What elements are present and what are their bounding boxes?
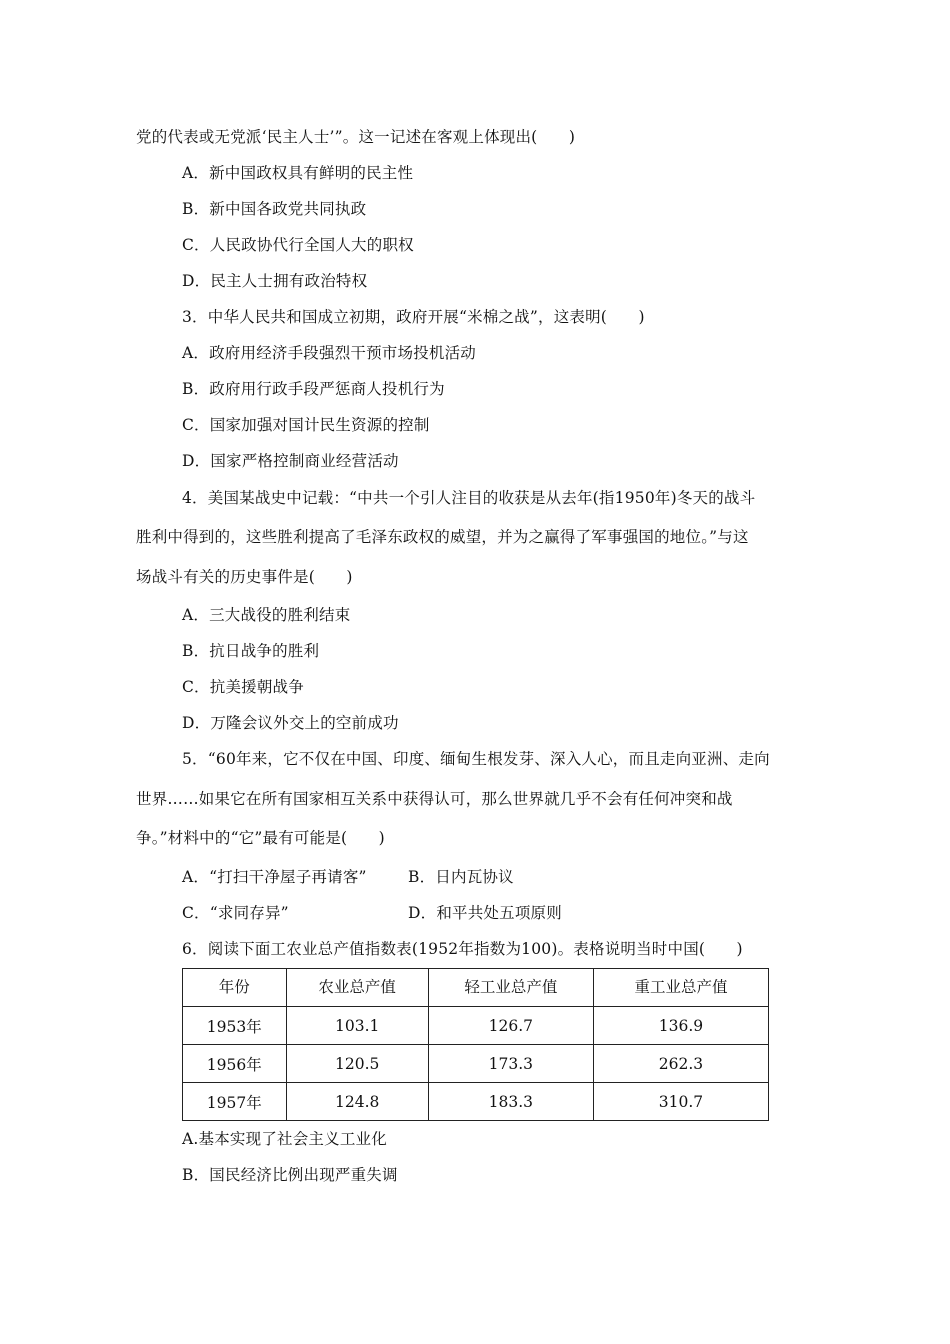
q4-option-d: D．万隆会议外交上的空前成功 xyxy=(182,714,399,732)
q5-option-c: C．“求同存异” xyxy=(182,904,289,922)
q5-option-b: B．日内瓦协议 xyxy=(408,868,514,886)
q6-stem: 6．阅读下面工农业总产值指数表(1952年指数为100)。表格说明当时中国( ) xyxy=(182,940,743,958)
table-cell: 1953年 xyxy=(183,1007,287,1045)
q5-option-row-2 xyxy=(182,903,562,923)
q4-stem-line-3: 场战斗有关的历史事件是( ) xyxy=(136,568,353,586)
q6-option-a: A.基本实现了社会主义工业化 xyxy=(182,1130,387,1148)
table-row xyxy=(183,1083,769,1121)
table-cell: 183.3 xyxy=(428,1083,593,1121)
table-header-row xyxy=(183,969,769,1007)
table-cell: 173.3 xyxy=(428,1045,593,1083)
q5-option-d: D．和平共处五项原则 xyxy=(408,904,562,922)
q4-option-a: A．三大战役的胜利结束 xyxy=(182,606,351,624)
q3-option-c: C．国家加强对国计民生资源的控制 xyxy=(182,416,430,434)
q2-option-a: A．新中国政权具有鲜明的民主性 xyxy=(182,164,414,182)
q2-stem-end: 党的代表或无党派‘民主人士’”。这一记述在客观上体现出( ) xyxy=(136,128,576,146)
q5-stem-line-1: 5．“60年来，它不仅在中国、印度、缅甸生根发芽、深入人心，而且走向亚洲、走向 xyxy=(182,750,770,768)
table-row xyxy=(183,1007,769,1045)
table-cell: 103.1 xyxy=(286,1007,428,1045)
q3-option-b: B．政府用行政手段严惩商人投机行为 xyxy=(182,380,445,398)
q2-option-d: D．民主人士拥有政治特权 xyxy=(182,272,368,290)
q2-option-b: B．新中国各政党共同执政 xyxy=(182,200,367,218)
table-header-heavy-industry: 重工业总产值 xyxy=(593,969,768,1007)
table-cell: 310.7 xyxy=(593,1083,768,1121)
table-cell: 1956年 xyxy=(183,1045,287,1083)
table-cell: 126.7 xyxy=(428,1007,593,1045)
q3-option-a: A．政府用经济手段强烈干预市场投机活动 xyxy=(182,344,476,362)
table-cell: 262.3 xyxy=(593,1045,768,1083)
q5-stem-line-3: 争。”材料中的“它”最有可能是( ) xyxy=(136,829,385,847)
q6-option-b: B．国民经济比例出现严重失调 xyxy=(182,1166,398,1184)
q4-option-b: B．抗日战争的胜利 xyxy=(182,642,320,660)
q4-stem-line-2: 胜利中得到的，这些胜利提高了毛泽东政权的威望，并为之赢得了军事强国的地位。”与这 xyxy=(136,528,749,546)
table-header-agriculture: 农业总产值 xyxy=(286,969,428,1007)
q3-stem: 3．中华人民共和国成立初期，政府开展“米棉之战”，这表明( ) xyxy=(182,308,645,326)
q3-option-d: D．国家严格控制商业经营活动 xyxy=(182,452,399,470)
q4-stem-line-1: 4．美国某战史中记载：“中共一个引人注目的收获是从去年(指1950年)冬天的战斗 xyxy=(182,489,756,507)
table-header-light-industry: 轻工业总产值 xyxy=(428,969,593,1007)
table-cell: 136.9 xyxy=(593,1007,768,1045)
table-cell: 1957年 xyxy=(183,1083,287,1121)
q5-stem-line-2: 世界……如果它在所有国家相互关系中获得认可，那么世界就几乎不会有任何冲突和战 xyxy=(136,790,733,808)
table-row xyxy=(183,1045,769,1083)
q5-option-a: A．“打扫干净屋子再请客” xyxy=(182,868,367,886)
table-cell: 124.8 xyxy=(286,1083,428,1121)
table-cell: 120.5 xyxy=(286,1045,428,1083)
q2-option-c: C．人民政协代行全国人大的职权 xyxy=(182,236,414,254)
table-header-year: 年份 xyxy=(183,969,287,1007)
output-index-table xyxy=(182,968,769,1121)
q5-option-row-1 xyxy=(182,867,514,887)
q4-option-c: C．抗美援朝战争 xyxy=(182,678,304,696)
